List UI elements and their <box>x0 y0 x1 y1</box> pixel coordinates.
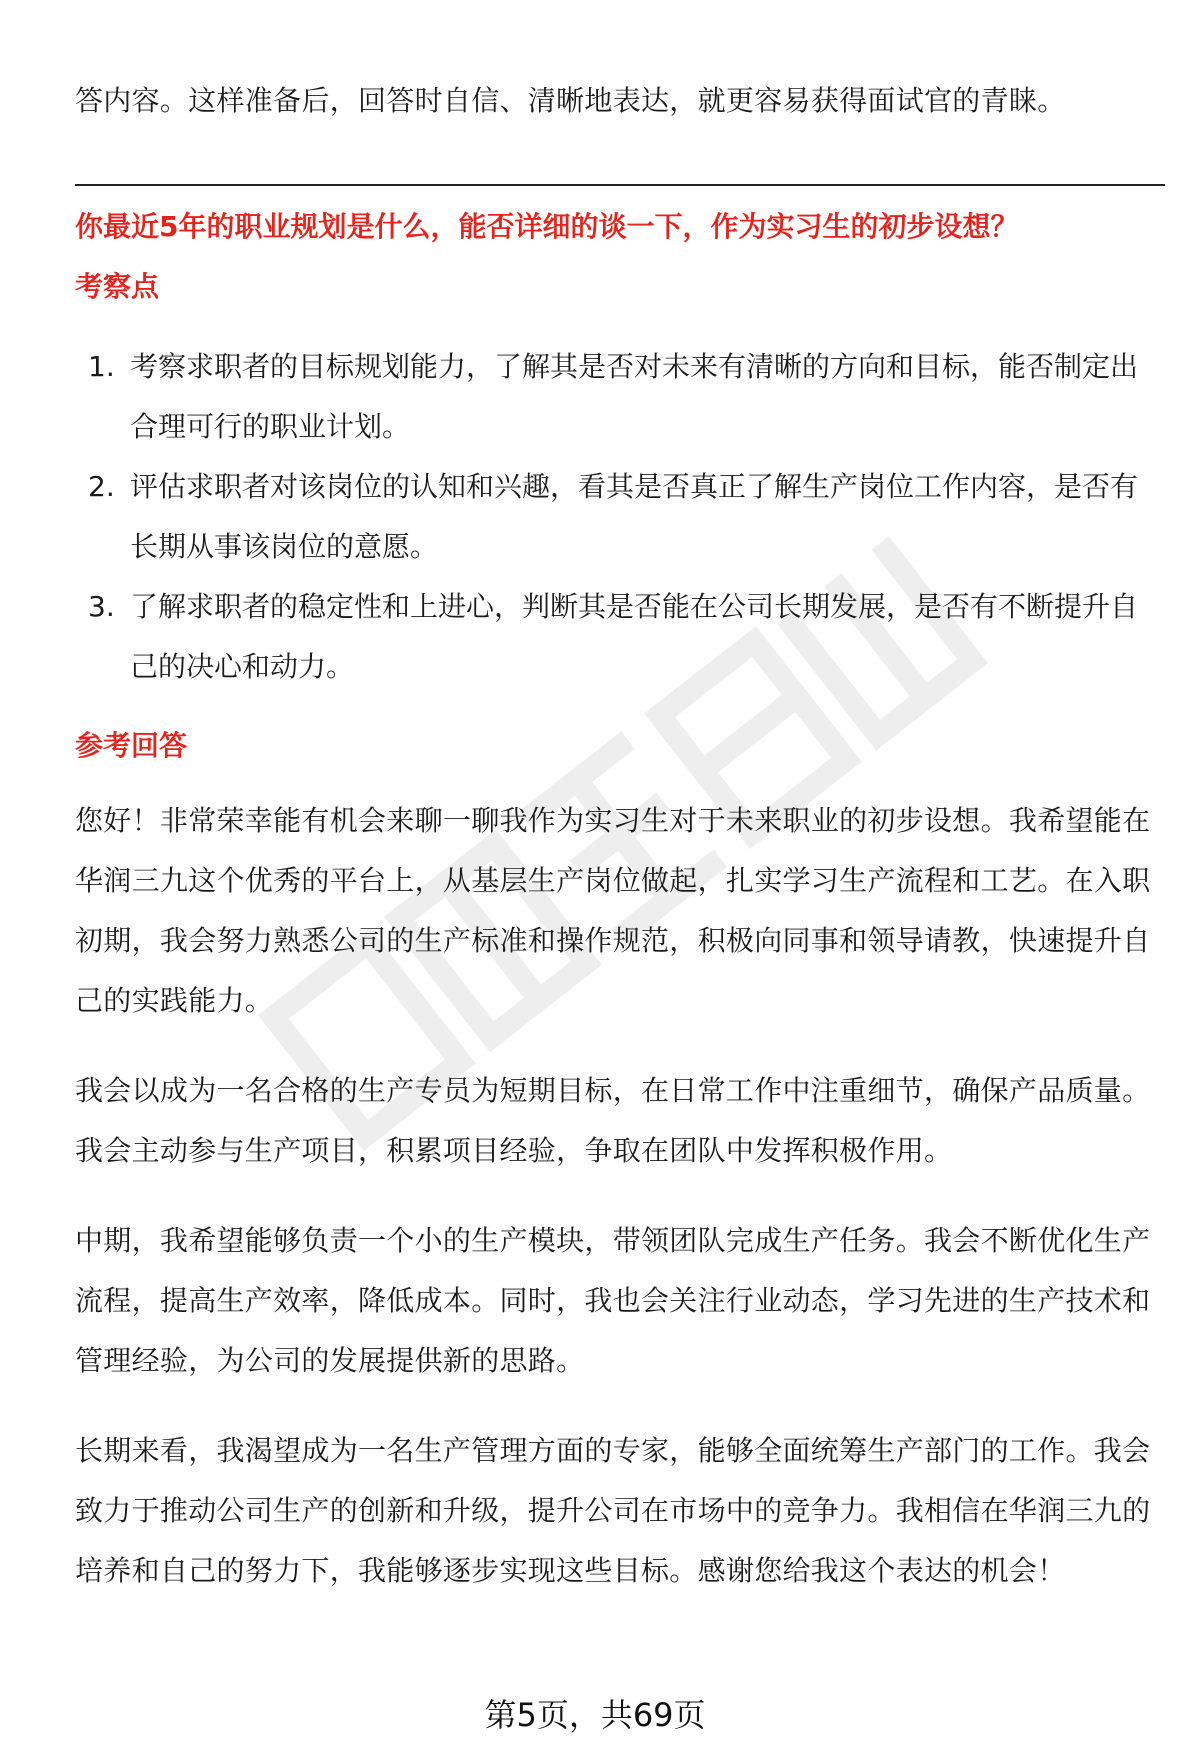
focus-heading: 考察点 <box>75 270 160 303</box>
list-item <box>75 337 1165 457</box>
intro-tail-paragraph: 答内容。这样准备后，回答时自信、清晰地表达，就更容易获得面试官的青睐。 <box>75 84 1066 117</box>
question-title: 你最近5年的职业规划是什么，能否详细的谈一下，作为实习生的初步设想？ <box>75 210 1019 243</box>
list-item-text: 了解求职者的稳定性和上进心，判断其是否能在公司长期发展，是否有不断提升自己的决心和动力。 <box>130 590 1139 683</box>
answer-paragraph: 我会以成为一名合格的生产专员为短期目标，在日常工作中注重细节，确保产品质量。我会主动参与生产项目，积累项目经验，争取在团队中发挥积极作用。 <box>75 1074 1151 1167</box>
list-item-number: 3. <box>88 590 115 623</box>
answer-paragraph: 中期，我希望能够负责一个小的生产模块，带领团队完成生产任务。我会不断优化生产流程，提高生产效率，降低成本。同时，我也会关注行业动态，学习先进的生产技术和管理经验，为公司的发展提供新的思路。 <box>75 1224 1151 1377</box>
list-item <box>75 577 1165 697</box>
page-number-footer: 第5页，共69页 <box>484 1696 706 1734</box>
section-divider <box>75 184 1165 186</box>
list-item-number: 2. <box>88 470 115 503</box>
list-item <box>75 457 1165 577</box>
answer-heading: 参考回答 <box>75 729 188 762</box>
list-item-text: 评估求职者对该岗位的认知和兴趣，看其是否真正了解生产岗位工作内容，是否有长期从事该岗位的意愿。 <box>130 470 1139 563</box>
focus-list <box>75 337 1165 697</box>
answer-paragraph: 长期来看，我渴望成为一名生产管理方面的专家，能够全面统筹生产部门的工作。我会致力于推动公司生产的创新和升级，提升公司在市场中的竞争力。我相信在华润三九的培养和自己的努力下，我能够逐步实现这些目标。感谢您给我这个表达的机会！ <box>75 1434 1151 1587</box>
answer-paragraph: 您好！非常荣幸能有机会来聊一聊我作为实习生对于未来职业的初步设想。我希望能在华润三九这个优秀的平台上，从基层生产岗位做起，扎实学习生产流程和工艺。在入职初期，我会努力熟悉公司的生产标准和操作规范，积极向同事和领导请教，快速提升自己的实践能力。 <box>75 804 1151 1017</box>
list-item-text: 考察求职者的目标规划能力，了解其是否对未来有清晰的方向和目标，能否制定出合理可行的职业计划。 <box>130 350 1139 443</box>
list-item-number: 1. <box>88 350 115 383</box>
